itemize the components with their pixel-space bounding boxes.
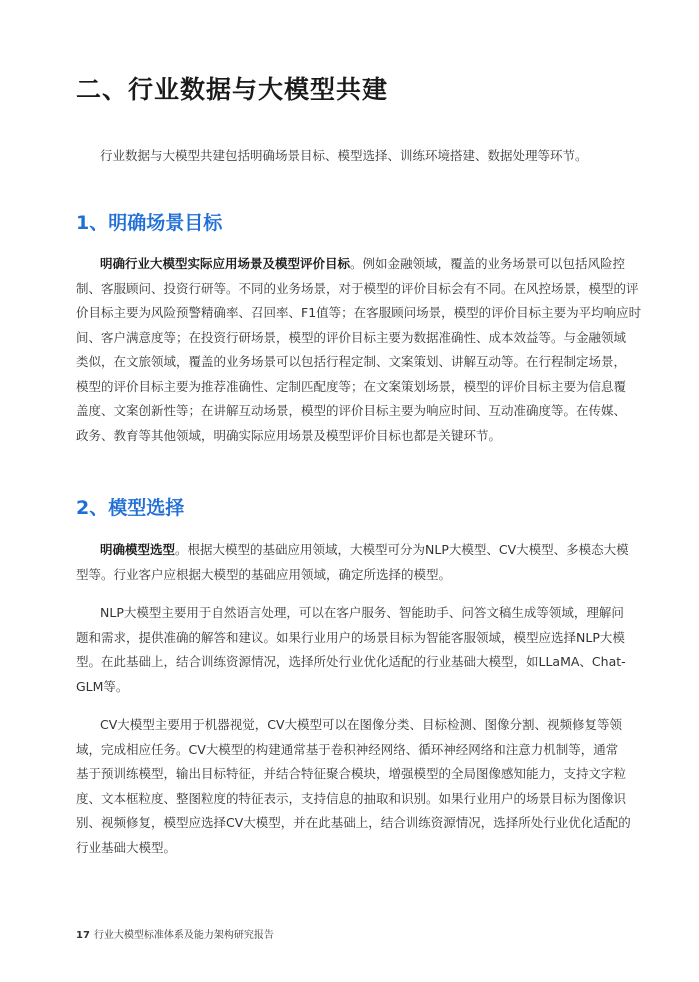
chapter-title: 二、行业数据与大模型共建 <box>76 75 389 104</box>
section-title-scene-goal: 1、明确场景目标 <box>76 212 223 234</box>
paragraph-line: 度、文本框粒度、整图粒度的特征表示，支持信息的抽取和识别。如果行业用户的场景目标为图像识 <box>76 790 627 806</box>
paragraph-line: 明确行业大模型实际应用场景及模型评价目标。例如金融领域，覆盖的业务场景可以包括风险控 <box>100 256 626 271</box>
paragraph-line: 模型的评价目标主要为推荐准确性、定制匹配度等；在文案策划场景，模型的评价目标主要为信息覆 <box>76 378 627 394</box>
paragraph-line: 行业基础大模型。 <box>76 839 177 855</box>
paragraph-line: NLP大模型主要用于自然语言处理，可以在客户服务、智能助手、问答文稿生成等领域，理解问 <box>100 605 624 620</box>
paragraph-line: 类似，在文旅领域，覆盖的业务场景可以包括行程定制、文案策划、讲解互动等。在行程制定场景， <box>76 354 627 369</box>
paragraph-line: 价目标主要为风险预警精确率、召回率、F1值等；在客服顾问场景，模型的评价目标主要为平均响应时 <box>76 305 642 320</box>
paragraph-cv-model <box>76 713 631 860</box>
paragraph-line: CV大模型主要用于机器视觉，CV大模型可以在图像分类、目标检测、图像分割、视频修复等领 <box>100 717 623 732</box>
intro-paragraph: 行业数据与大模型共建包括明确场景目标、模型选择、训练环境搭建、数据处理等环节。 <box>100 148 588 163</box>
paragraph-line: 型等。行业客户应根据大模型的基础应用领域，确定所选择的模型。 <box>76 566 452 582</box>
section-title-model-selection: 2、模型选择 <box>76 497 185 519</box>
paragraph-line: 基于预训练模型，输出目标特征，并结合特征聚合模块，增强模型的全局图像感知能力，支持文字粒 <box>76 766 627 781</box>
page-footer <box>76 926 274 941</box>
paragraph-scene-goal <box>76 252 642 448</box>
footer-doc-title: 行业大模型标准体系及能力架构研究报告 <box>93 930 274 941</box>
paragraph-model-selection <box>76 538 629 587</box>
paragraph-line: 题和需求，提供准确的解答和建议。如果行业用户的场景目标为智能客服领域，模型应选择NLP大模 <box>76 629 625 645</box>
paragraph-line: 间、客户满意度等；在投资行研场景，模型的评价目标主要为数据准确性、成本效益等。与金融领域 <box>76 329 627 345</box>
paragraph-line: 制、客服顾问、投资行研等。不同的业务场景，对于模型的评价目标会有不同。在风控场景，模型的评 <box>76 280 639 296</box>
paragraph-line: 盖度、文案创新性等；在讲解互动场景，模型的评价目标主要为响应时间、互动准确度等。在传媒、 <box>76 403 627 418</box>
paragraph-line: 域，完成相应任务。CV大模型的构建通常基于卷积神经网络、循环神经网络和注意力机制等，通常 <box>76 741 619 757</box>
paragraph-lead: 明确行业大模型实际应用场景及模型评价目标 <box>100 256 351 271</box>
page-number: 17 <box>76 930 90 941</box>
paragraph-line: 型。在此基础上，结合训练资源情况，选择所处行业优化适配的行业基础大模型，如LLaMA、Chat- <box>76 654 626 669</box>
paragraph-line: 明确模型选型。根据大模型的基础应用领域，大模型可分为NLP大模型、CV大模型、多模态大模 <box>100 542 629 557</box>
paragraph-line: GLM等。 <box>76 678 129 694</box>
paragraph-nlp-model <box>76 601 624 699</box>
paragraph-line: 别、视频修复，模型应选择CV大模型，并在此基础上，结合训练资源情况，选择所处行业优化适配的 <box>76 815 631 830</box>
paragraph-lead: 明确模型选型 <box>100 542 176 557</box>
paragraph-line: 政务、教育等其他领域，明确实际应用场景及模型评价目标也都是关键环节。 <box>76 427 502 443</box>
